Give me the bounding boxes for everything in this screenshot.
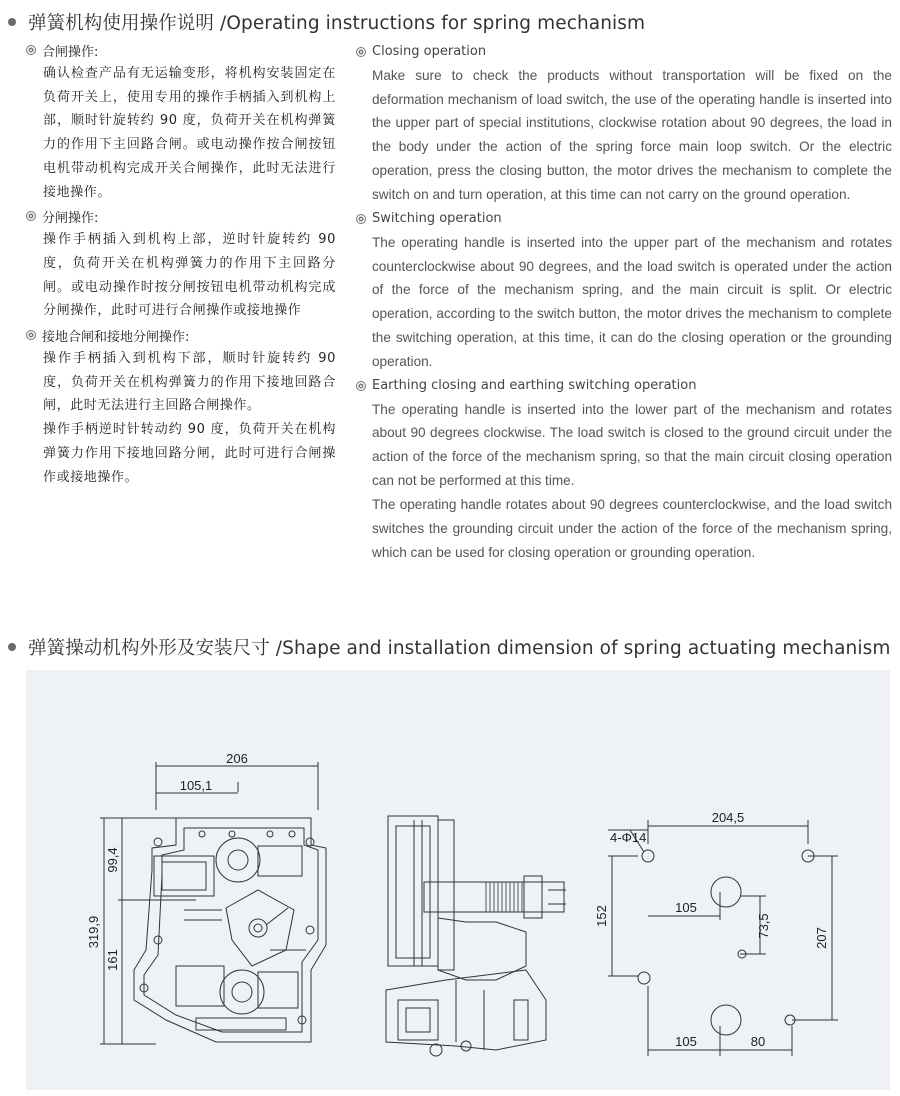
en-heading-earthing: Earthing closing and earthing switching operation	[356, 374, 892, 398]
en-body-earthing: The operating handle is inserted into the lower part of the mechanism and rotates about 90 degrees clockwise. The load switch is closed to the ground circuit under the action of the force of the mechanism spring, so that the main circuit closing operation can not be performed at this time.	[372, 401, 892, 489]
dim-bottom-a: 105	[675, 1034, 697, 1049]
en-heading-closing: Closing operation	[356, 40, 892, 64]
ring-bullet-icon	[356, 214, 366, 224]
cn-body-earthing: 操作手柄插入到机构下部，顺时针旋转约 90 度，负荷开关在机构弹簧力的作用下接地回路合闸，此时无法进行主回路合闸操作。	[43, 351, 336, 414]
en-body-switching: The operating handle is inserted into the upper part of the mechanism and rotates counterclockwise about 90 degrees, and the load switch is operated under the action of the force of the mechanism spring, and the main circuit is split. Or electric operation, according to the switch button, the motor drives the mechanism to complete the switching operation, at this time, it can do the closing operation or the grounding operation.	[372, 234, 892, 369]
cn-body-closing: 确认检查产品有无运输变形，将机构安装固定在负荷开关上，使用专用的操作手柄插入到机构上部，顺时针旋转约 90 度，负荷开关在机构弹簧力的作用下主回路合闸。或电动操作按合闸按钮电机带动机构完成开关合闸操作，此时无法进行接地操作。	[43, 66, 336, 200]
cn-heading-closing: 合闸操作:	[26, 38, 336, 62]
dim-hole-span: 204,5	[711, 810, 745, 825]
dim-bottom-b: 80	[750, 1034, 766, 1049]
technical-drawing	[26, 670, 890, 1090]
en-body-closing: Make sure to check the products without transportation will be fixed on the deformation mechanism of load switch, the use of the operating handle is inserted into the upper part of special institutions, clockwise rotation about 90 degrees, the load in the body under the action of the spring force main loop switch. Or the electric operation, press the closing button, the motor drives the mechanism to complete the switch on and turn operation, at this time can not carry on the ground operation.	[372, 67, 892, 203]
en-heading-switching: Switching operation	[356, 207, 892, 231]
ring-bullet-icon	[356, 47, 366, 57]
cn-heading-earthing: 接地合闸和接地分闸操作:	[26, 323, 336, 347]
dim-center-x: 105	[675, 900, 697, 915]
section-title-dimensions	[8, 634, 890, 660]
front-view-drawing	[100, 762, 326, 1044]
dim-front-total: 319,9	[86, 915, 101, 949]
dim-front-upper: 99,4	[105, 847, 120, 873]
cn-body-earthing-2: 操作手柄逆时针转动约 90 度，负荷开关在机构弹簧力作用下接地回路分闸，此时可进行合闸操作或接地操作。	[43, 422, 336, 485]
dim-front-lower: 161	[105, 949, 120, 971]
cn-body-opening: 操作手柄插入到机构上部，逆时针旋转约 90 度，负荷开关在机构弹簧力的作用下主回路分闸。或电动操作时按分闸按钮电机带动机构完成分闸操作，此时可进行合闸操作或接地操作	[43, 232, 336, 319]
dim-left-height: 152	[594, 905, 609, 927]
ring-bullet-icon	[26, 330, 36, 340]
en-body-earthing-2: The operating handle rotates about 90 degrees counterclockwise, and the load switch switches the grounding circuit under the action of the force of the mechanism spring, which can be used for closing operation or grounding operation.	[372, 496, 892, 560]
dim-right-height: 207	[814, 927, 829, 949]
ring-bullet-icon	[26, 211, 36, 221]
ring-bullet-icon	[356, 381, 366, 391]
bullet-dot-icon	[8, 643, 16, 651]
section-title-text: 弹簧操动机构外形及安装尺寸 /Shape and installation dimension of spring actuating mechanism	[28, 638, 891, 659]
mounting-hole-plan	[608, 820, 838, 1056]
side-view-drawing	[386, 816, 566, 1056]
dim-offset-y: 73,5	[756, 913, 771, 939]
english-instructions	[356, 40, 892, 564]
bullet-dot-icon	[8, 18, 16, 26]
cn-heading-opening: 分闸操作:	[26, 204, 336, 228]
section-title-text: 弹簧机构使用操作说明 /Operating instructions for spring mechanism	[28, 13, 646, 34]
ring-bullet-icon	[26, 45, 36, 55]
chinese-instructions	[26, 38, 336, 489]
section-title-operating	[8, 9, 645, 35]
dim-front-half: 105,1	[179, 778, 213, 793]
dim-hole-spec: 4-Φ14	[610, 830, 647, 845]
dimension-drawing-panel	[26, 670, 890, 1090]
dim-front-width: 206	[226, 751, 248, 766]
